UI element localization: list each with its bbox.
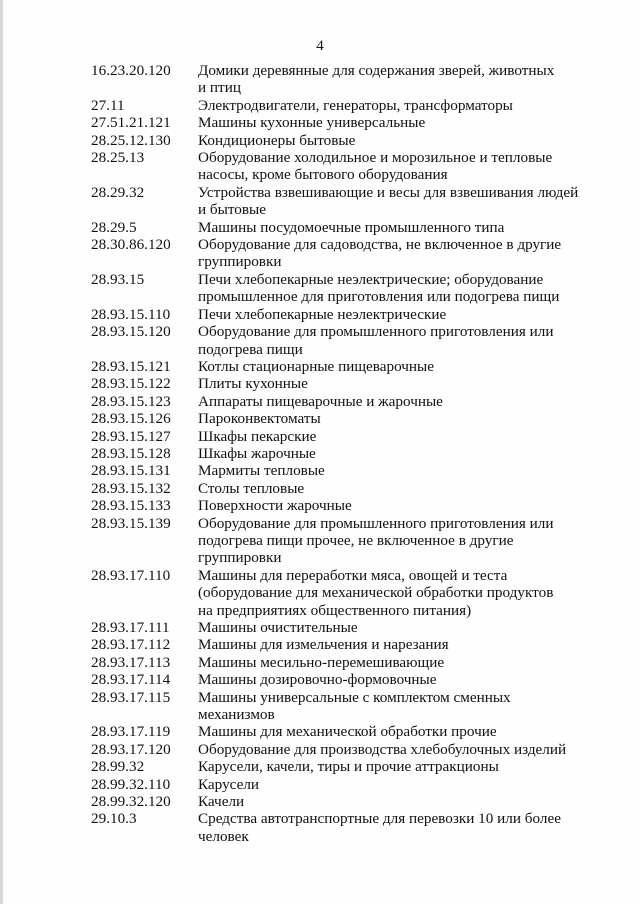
item-code: 29.10.3 xyxy=(91,810,137,828)
item-code: 28.25.12.130 xyxy=(91,131,171,149)
list-item xyxy=(91,515,591,567)
item-code: 28.93.15.131 xyxy=(91,462,171,480)
description-line: Пароконвектоматы xyxy=(198,410,321,428)
item-code: 28.29.32 xyxy=(91,183,145,201)
item-description xyxy=(198,62,591,97)
list-item xyxy=(91,654,591,671)
item-description xyxy=(198,410,591,427)
list-item xyxy=(91,375,591,392)
item-code: 28.99.32 xyxy=(91,758,145,776)
list-item xyxy=(91,741,591,758)
description-line: Кондиционеры бытовые xyxy=(198,131,356,149)
description-line: Машины кухонные универсальные xyxy=(198,114,426,132)
item-code: 28.99.32.110 xyxy=(91,775,171,793)
item-description xyxy=(198,810,591,845)
item-description xyxy=(198,236,591,271)
list-item xyxy=(91,358,591,375)
description-line: подогрева пищи прочее, не включенное в другие xyxy=(198,531,514,549)
list-item xyxy=(91,184,591,219)
item-description xyxy=(198,149,591,184)
description-line: группировки xyxy=(198,253,282,271)
item-code: 28.93.15.126 xyxy=(91,410,171,428)
description-line: Аппараты пищеварочные и жарочные xyxy=(198,392,443,410)
description-line: Карусели xyxy=(198,775,260,793)
description-line: человек xyxy=(198,827,249,845)
item-code: 28.93.15.122 xyxy=(91,375,171,393)
description-line: Поверхности жарочные xyxy=(198,497,352,515)
description-line: Печи хлебопекарные неэлектрические xyxy=(198,305,447,323)
item-code: 28.93.17.111 xyxy=(91,619,170,636)
item-code: 28.93.15.127 xyxy=(91,427,171,445)
list-item xyxy=(91,97,591,114)
item-description xyxy=(198,462,591,479)
description-line: Оборудование холодильное и морозильное и тепловые xyxy=(198,149,553,167)
description-line: Средства автотранспортные для перевозки 10 или более xyxy=(198,810,561,828)
list-item xyxy=(91,723,591,740)
item-code: 28.93.17.110 xyxy=(91,566,171,584)
item-code: 28.93.15 xyxy=(91,270,145,288)
description-line: Машины очистительные xyxy=(198,619,358,636)
item-code: 28.30.86.120 xyxy=(91,236,171,254)
description-line: Машины дозировочно-формовочные xyxy=(198,671,437,689)
description-line: Машины для измельчения и нарезания xyxy=(198,636,449,654)
item-code: 27.51.21.121 xyxy=(91,114,171,132)
item-code: 28.29.5 xyxy=(91,218,137,236)
description-line: Печи хлебопекарные неэлектрические; оборудование xyxy=(198,270,544,288)
item-code: 16.23.20.120 xyxy=(91,62,171,79)
list-item xyxy=(91,480,591,497)
item-description xyxy=(198,445,591,462)
description-line: и бытовые xyxy=(198,201,267,219)
list-item xyxy=(91,810,591,845)
list-item xyxy=(91,758,591,775)
description-line: Шкафы пекарские xyxy=(198,427,317,445)
description-line: насосы, кроме бытового оборудования xyxy=(198,166,448,184)
page-edge-shadow xyxy=(0,0,3,904)
description-line: Машины для механической обработки прочие xyxy=(198,723,497,741)
item-description xyxy=(198,97,591,114)
description-line: Домики деревянные для содержания зверей, животных xyxy=(198,62,555,79)
list-item xyxy=(91,410,591,427)
item-description xyxy=(198,358,591,375)
description-line: Электродвигатели, генераторы, трансформаторы xyxy=(198,96,513,114)
list-item xyxy=(91,793,591,810)
item-description xyxy=(198,114,591,131)
list-item xyxy=(91,306,591,323)
description-line: Мармиты тепловые xyxy=(198,462,325,480)
item-description xyxy=(198,636,591,653)
description-line: Оборудование для садоводства, не включенное в другие xyxy=(198,236,562,254)
list-item xyxy=(91,462,591,479)
code-list xyxy=(91,62,591,845)
list-item xyxy=(91,567,591,619)
list-item xyxy=(91,114,591,131)
list-item xyxy=(91,689,591,724)
item-code: 28.93.15.123 xyxy=(91,392,171,410)
item-code: 28.93.15.133 xyxy=(91,497,171,515)
item-description xyxy=(198,758,591,775)
description-line: Оборудование для промышленного приготовления или xyxy=(198,514,554,532)
list-item xyxy=(91,149,591,184)
description-line: и птиц xyxy=(198,79,241,97)
item-description xyxy=(198,497,591,514)
list-item xyxy=(91,428,591,445)
item-code: 28.93.15.139 xyxy=(91,514,171,532)
list-item xyxy=(91,323,591,358)
list-item xyxy=(91,445,591,462)
description-line: Котлы стационарные пищеварочные xyxy=(198,357,434,375)
list-item xyxy=(91,236,591,271)
item-description xyxy=(198,323,591,358)
item-description xyxy=(198,393,591,410)
item-code: 28.99.32.120 xyxy=(91,793,171,811)
item-code: 28.93.15.110 xyxy=(91,305,171,323)
item-description xyxy=(198,654,591,671)
description-line: группировки xyxy=(198,549,282,567)
item-description xyxy=(198,219,591,236)
description-line: Оборудование для производства хлебобулочных изделий xyxy=(198,740,567,758)
item-code: 28.93.17.113 xyxy=(91,653,171,671)
item-description xyxy=(198,132,591,149)
description-line: Машины посудомоечные промышленного типа xyxy=(198,218,505,236)
item-description xyxy=(198,428,591,445)
item-description xyxy=(198,793,591,810)
item-description xyxy=(198,671,591,688)
list-item xyxy=(91,132,591,149)
item-code: 28.93.17.119 xyxy=(91,723,171,741)
item-description xyxy=(198,375,591,392)
description-line: Оборудование для промышленного приготовления или xyxy=(198,323,554,341)
item-code: 28.93.17.112 xyxy=(91,636,171,654)
item-code: 28.25.13 xyxy=(91,149,145,167)
description-line: промышленное для приготовления или подогрева пищи xyxy=(198,288,560,306)
description-line: Машины для переработки мяса, овощей и теста xyxy=(198,566,508,584)
item-description xyxy=(198,184,591,219)
description-line: Машины универсальные с комплектом сменных xyxy=(198,688,511,706)
item-code: 28.93.15.121 xyxy=(91,357,171,375)
item-description xyxy=(198,515,591,567)
list-item xyxy=(91,776,591,793)
item-description xyxy=(198,306,591,323)
description-line: Машины месильно-перемешивающие xyxy=(198,653,445,671)
item-description xyxy=(198,567,591,619)
description-line: (оборудование для механической обработки продуктов xyxy=(198,584,554,602)
description-line: Карусели, качели, тиры и прочие аттракционы xyxy=(198,758,499,776)
item-description xyxy=(198,689,591,724)
list-item xyxy=(91,219,591,236)
list-item xyxy=(91,636,591,653)
description-line: Плиты кухонные xyxy=(198,375,308,393)
item-code: 28.93.15.128 xyxy=(91,444,171,462)
item-code: 28.93.17.115 xyxy=(91,688,171,706)
item-description xyxy=(198,619,591,636)
list-item xyxy=(91,619,591,636)
description-line: Качели xyxy=(198,793,245,811)
item-description xyxy=(198,480,591,497)
item-code: 28.93.17.120 xyxy=(91,740,171,758)
item-description xyxy=(198,723,591,740)
item-code: 27.11 xyxy=(91,96,125,114)
list-item xyxy=(91,271,591,306)
description-line: Устройства взвешивающие и весы для взвешивания людей xyxy=(198,183,579,201)
description-line: подогрева пищи xyxy=(198,340,303,358)
description-line: механизмов xyxy=(198,706,275,724)
page-number: 4 xyxy=(316,38,324,54)
description-line: на предприятиях общественного питания) xyxy=(198,601,472,619)
item-code: 28.93.15.120 xyxy=(91,323,171,341)
item-description xyxy=(198,776,591,793)
item-description xyxy=(198,271,591,306)
item-code: 28.93.17.114 xyxy=(91,671,171,689)
item-code: 28.93.15.132 xyxy=(91,479,171,497)
list-item xyxy=(91,671,591,688)
list-item xyxy=(91,497,591,514)
description-line: Шкафы жарочные xyxy=(198,444,316,462)
item-description xyxy=(198,741,591,758)
list-item xyxy=(91,62,591,97)
description-line: Столы тепловые xyxy=(198,479,305,497)
list-item xyxy=(91,393,591,410)
